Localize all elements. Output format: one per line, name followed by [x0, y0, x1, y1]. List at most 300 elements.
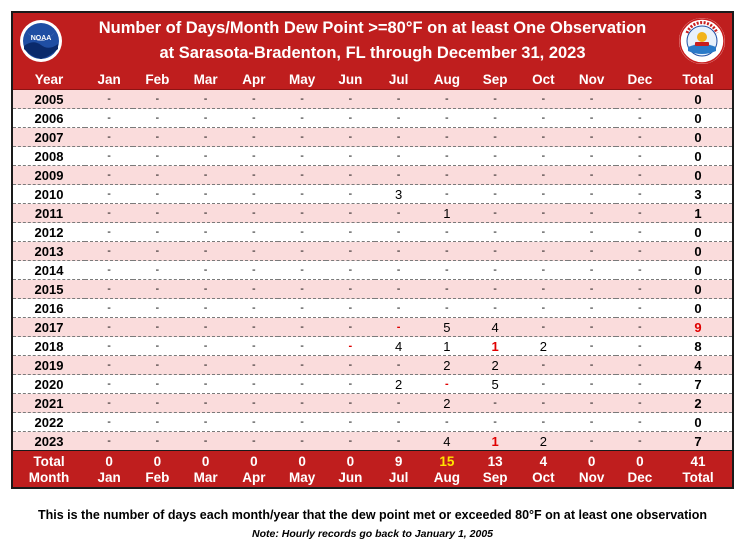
month-value-cell: - — [616, 356, 664, 375]
month-value-cell: - — [278, 337, 326, 356]
month-value-cell: - — [519, 185, 567, 204]
header-month: Apr — [230, 70, 278, 90]
month-value-cell: - — [519, 356, 567, 375]
month-value-cell: - — [471, 128, 519, 147]
month-value-cell: - — [85, 280, 133, 299]
title-line-2: at Sarasota-Bradenton, FL through December 31, 2023 — [159, 44, 586, 62]
table-row — [13, 223, 732, 242]
footer-label — [13, 451, 85, 490]
month-value-cell: - — [182, 90, 230, 109]
dewpoint-table-graphic — [11, 11, 734, 489]
table-row — [13, 166, 732, 185]
grand-total-value: 41 — [690, 454, 706, 469]
month-value-cell: - — [423, 185, 471, 204]
caption: This is the number of days each month/year that the dew point met or exceeded 80°F on at least one observation — [37, 508, 708, 522]
grand-total-cell — [664, 451, 732, 490]
month-value-cell: - — [471, 394, 519, 413]
month-value-cell: - — [85, 337, 133, 356]
table-row — [13, 261, 732, 280]
month-value-cell: - — [278, 147, 326, 166]
month-total-label: Mar — [193, 470, 218, 485]
month-value-cell: - — [326, 185, 374, 204]
month-value-cell: - — [133, 337, 181, 356]
month-value-cell: - — [182, 128, 230, 147]
header-month: Dec — [616, 70, 664, 90]
month-value-cell: - — [568, 280, 616, 299]
month-value-cell: - — [568, 375, 616, 394]
month-value-cell: - — [85, 204, 133, 223]
table-row — [13, 204, 732, 223]
nws-tampa-bay-logo-icon — [678, 17, 726, 65]
footer-label-bottom: Month — [28, 470, 70, 485]
month-value-cell: - — [133, 166, 181, 185]
month-total-value: 13 — [487, 454, 503, 469]
month-value-cell: - — [616, 223, 664, 242]
table-row — [13, 356, 732, 375]
month-value-cell: - — [568, 337, 616, 356]
month-value-cell: - — [568, 204, 616, 223]
month-total-value: 0 — [250, 454, 258, 469]
month-value-cell: - — [278, 90, 326, 109]
month-value-cell: - — [182, 204, 230, 223]
header-total: Total — [664, 70, 732, 90]
year-cell: 2007 — [13, 128, 85, 147]
month-value-cell: - — [230, 394, 278, 413]
month-value-cell: - — [278, 356, 326, 375]
year-total-cell: 0 — [664, 128, 732, 147]
month-value-cell: - — [375, 394, 423, 413]
month-value-cell: - — [326, 147, 374, 166]
month-value-cell: - — [230, 128, 278, 147]
month-total-value: 15 — [439, 454, 455, 469]
year-total-cell: 0 — [664, 109, 732, 128]
month-value-cell: - — [568, 299, 616, 318]
header-month: Feb — [133, 70, 181, 90]
month-value-cell: - — [616, 299, 664, 318]
month-value-cell: - — [519, 147, 567, 166]
table-row — [13, 185, 732, 204]
month-value-cell: - — [133, 185, 181, 204]
month-value-cell: 2 — [423, 356, 471, 375]
month-value-cell: - — [230, 280, 278, 299]
title-line-1: Number of Days/Month Dew Point >=80°F on at least One Observation — [98, 19, 647, 37]
month-value-cell: - — [133, 280, 181, 299]
year-total-cell: 0 — [664, 166, 732, 185]
month-value-cell: - — [278, 242, 326, 261]
month-value-cell: - — [616, 337, 664, 356]
footer-label-top: Total — [33, 454, 65, 469]
month-total-label: Jun — [338, 470, 363, 485]
year-total-cell: 3 — [664, 185, 732, 204]
month-total-value: 9 — [394, 454, 403, 469]
year-total-cell: 7 — [664, 432, 732, 451]
month-value-cell: - — [519, 299, 567, 318]
month-value-cell: - — [230, 204, 278, 223]
month-value-cell: - — [616, 432, 664, 451]
year-total-cell: 2 — [664, 394, 732, 413]
month-value-cell: - — [375, 261, 423, 280]
month-value-cell: - — [519, 261, 567, 280]
month-value-cell: - — [616, 261, 664, 280]
month-value-cell: - — [423, 147, 471, 166]
year-cell: 2006 — [13, 109, 85, 128]
month-value-cell: - — [326, 261, 374, 280]
month-total-label: Aug — [433, 470, 460, 485]
year-cell: 2010 — [13, 185, 85, 204]
month-value-cell: - — [182, 109, 230, 128]
month-value-cell: - — [616, 413, 664, 432]
month-value-cell: - — [375, 128, 423, 147]
table-row — [13, 432, 732, 451]
month-value-cell: - — [471, 242, 519, 261]
month-total-cell — [423, 451, 471, 490]
month-value-cell: - — [278, 128, 326, 147]
month-value-cell: - — [375, 242, 423, 261]
month-value-cell: 4 — [423, 432, 471, 451]
month-value-cell: - — [616, 375, 664, 394]
month-total-value: 0 — [587, 454, 596, 469]
month-value-cell: - — [375, 166, 423, 185]
month-value-cell: - — [519, 280, 567, 299]
month-value-cell: - — [85, 413, 133, 432]
month-value-cell: - — [519, 318, 567, 337]
month-total-cell — [616, 451, 664, 490]
month-value-cell: - — [423, 166, 471, 185]
month-value-cell: - — [616, 280, 664, 299]
year-total-cell: 0 — [664, 280, 732, 299]
month-value-cell: - — [568, 432, 616, 451]
month-value-cell: - — [471, 413, 519, 432]
month-value-cell: - — [423, 299, 471, 318]
month-value-cell: - — [326, 204, 374, 223]
month-value-cell: - — [616, 109, 664, 128]
noaa-logo-text: NOAA — [30, 35, 52, 42]
month-value-cell: - — [616, 318, 664, 337]
month-value-cell: - — [85, 299, 133, 318]
month-value-cell: - — [471, 185, 519, 204]
month-value-cell: - — [616, 242, 664, 261]
header-month: Aug — [423, 70, 471, 90]
month-value-cell: - — [375, 432, 423, 451]
month-value-cell: - — [85, 242, 133, 261]
month-total-label: Jan — [97, 470, 121, 485]
header-month: Mar — [182, 70, 230, 90]
month-value-cell: - — [519, 394, 567, 413]
year-cell: 2014 — [13, 261, 85, 280]
month-value-cell: - — [182, 147, 230, 166]
month-value-cell: - — [230, 432, 278, 451]
month-value-cell: - — [519, 242, 567, 261]
month-value-cell: - — [326, 394, 374, 413]
month-value-cell: - — [471, 90, 519, 109]
month-total-value: 0 — [105, 454, 113, 469]
month-value-cell: - — [85, 90, 133, 109]
month-value-cell: - — [182, 280, 230, 299]
year-total-cell: 4 — [664, 356, 732, 375]
year-cell: 2005 — [13, 90, 85, 109]
month-value-cell: - — [230, 223, 278, 242]
month-total-cell — [133, 451, 181, 490]
month-value-cell: - — [230, 299, 278, 318]
month-value-cell: - — [423, 413, 471, 432]
month-value-cell: - — [85, 147, 133, 166]
month-value-cell: 1 — [471, 337, 519, 356]
month-value-cell: - — [230, 90, 278, 109]
month-value-cell: - — [568, 166, 616, 185]
month-value-cell: - — [133, 394, 181, 413]
header-month: Jun — [326, 70, 374, 90]
header-month: Nov — [568, 70, 616, 90]
year-cell: 2009 — [13, 166, 85, 185]
month-value-cell: - — [423, 90, 471, 109]
month-value-cell: - — [375, 109, 423, 128]
month-total-cell — [375, 451, 423, 490]
month-value-cell: - — [519, 413, 567, 432]
year-cell: 2023 — [13, 432, 85, 451]
month-value-cell: - — [568, 223, 616, 242]
month-total-value: 0 — [153, 454, 162, 469]
month-value-cell: 1 — [423, 337, 471, 356]
month-value-cell: - — [278, 299, 326, 318]
month-value-cell: - — [326, 413, 374, 432]
month-value-cell: - — [230, 413, 278, 432]
month-value-cell: - — [326, 299, 374, 318]
month-total-label: Jul — [388, 470, 409, 485]
month-value-cell: - — [182, 223, 230, 242]
header-month: Jul — [375, 70, 423, 90]
month-value-cell: - — [230, 147, 278, 166]
month-value-cell: - — [326, 109, 374, 128]
month-value-cell: - — [519, 166, 567, 185]
month-value-cell: 2 — [375, 375, 423, 394]
month-total-label: Sep — [482, 470, 508, 485]
month-value-cell: - — [471, 109, 519, 128]
table-row — [13, 413, 732, 432]
month-value-cell: - — [182, 318, 230, 337]
month-value-cell: - — [423, 223, 471, 242]
month-value-cell: - — [278, 375, 326, 394]
month-value-cell: - — [616, 394, 664, 413]
header-month: Oct — [519, 70, 567, 90]
month-value-cell: - — [278, 261, 326, 280]
month-value-cell: - — [230, 166, 278, 185]
month-value-cell: 5 — [423, 318, 471, 337]
year-cell: 2012 — [13, 223, 85, 242]
month-value-cell: - — [519, 109, 567, 128]
year-cell: 2013 — [13, 242, 85, 261]
noaa-logo-icon — [19, 19, 63, 63]
month-value-cell: - — [182, 394, 230, 413]
month-value-cell: - — [568, 242, 616, 261]
month-total-label: Nov — [578, 470, 605, 485]
table-row — [13, 337, 732, 356]
month-value-cell: - — [616, 204, 664, 223]
month-value-cell: - — [278, 204, 326, 223]
table-row — [13, 280, 732, 299]
note: Note: Hourly records go back to January 1, 2005 — [252, 528, 493, 540]
year-cell: 2017 — [13, 318, 85, 337]
month-value-cell: - — [85, 128, 133, 147]
month-value-cell: - — [182, 261, 230, 280]
month-value-cell: - — [471, 299, 519, 318]
month-total-label: Feb — [145, 470, 170, 485]
year-total-cell: 1 — [664, 204, 732, 223]
month-value-cell: - — [423, 109, 471, 128]
month-value-cell: - — [85, 109, 133, 128]
month-total-cell — [471, 451, 519, 490]
title-bar — [13, 13, 732, 70]
month-value-cell: - — [375, 413, 423, 432]
month-value-cell: - — [326, 337, 374, 356]
month-value-cell: 5 — [471, 375, 519, 394]
month-value-cell: - — [471, 223, 519, 242]
month-total-cell — [230, 451, 278, 490]
month-value-cell: - — [133, 128, 181, 147]
month-value-cell: - — [423, 375, 471, 394]
month-value-cell: - — [375, 147, 423, 166]
month-value-cell: - — [616, 90, 664, 109]
month-value-cell: - — [230, 109, 278, 128]
month-value-cell: - — [182, 356, 230, 375]
year-total-cell: 9 — [664, 318, 732, 337]
year-total-cell: 0 — [664, 261, 732, 280]
month-value-cell: 4 — [471, 318, 519, 337]
month-value-cell: - — [568, 90, 616, 109]
month-value-cell: 2 — [471, 356, 519, 375]
month-value-cell: - — [326, 318, 374, 337]
month-value-cell: - — [375, 280, 423, 299]
month-value-cell: - — [326, 356, 374, 375]
month-value-cell: - — [326, 375, 374, 394]
month-value-cell: - — [182, 166, 230, 185]
month-total-value: 0 — [298, 454, 306, 469]
month-value-cell: - — [133, 432, 181, 451]
month-total-label: May — [288, 470, 316, 485]
month-value-cell: - — [278, 185, 326, 204]
year-total-cell: 0 — [664, 242, 732, 261]
month-value-cell: - — [278, 280, 326, 299]
month-total-cell — [519, 451, 567, 490]
month-value-cell: - — [519, 90, 567, 109]
month-total-label: Oct — [532, 470, 555, 485]
month-value-cell: 2 — [519, 337, 567, 356]
month-value-cell: - — [230, 375, 278, 394]
year-cell: 2022 — [13, 413, 85, 432]
month-total-label: Apr — [242, 470, 266, 485]
month-value-cell: - — [616, 128, 664, 147]
table-row — [13, 318, 732, 337]
month-value-cell: - — [85, 432, 133, 451]
header-month: May — [278, 70, 326, 90]
month-value-cell: - — [616, 147, 664, 166]
month-value-cell: - — [133, 204, 181, 223]
month-value-cell: - — [471, 280, 519, 299]
table-row — [13, 394, 732, 413]
month-total-value: 0 — [201, 454, 210, 469]
grand-total-label: Total — [682, 470, 714, 485]
month-total-cell — [278, 451, 326, 490]
table-row — [13, 299, 732, 318]
month-value-cell: - — [326, 223, 374, 242]
table-header-row — [13, 70, 732, 90]
month-value-cell: - — [375, 356, 423, 375]
month-value-cell: - — [375, 299, 423, 318]
month-value-cell: - — [568, 185, 616, 204]
month-value-cell: - — [85, 261, 133, 280]
year-cell: 2015 — [13, 280, 85, 299]
month-value-cell: - — [85, 185, 133, 204]
month-total-value: 0 — [346, 454, 355, 469]
month-value-cell: - — [182, 299, 230, 318]
month-value-cell: - — [278, 394, 326, 413]
year-cell: 2016 — [13, 299, 85, 318]
month-value-cell: - — [85, 318, 133, 337]
month-value-cell: - — [133, 147, 181, 166]
month-value-cell: - — [471, 261, 519, 280]
year-cell: 2020 — [13, 375, 85, 394]
month-total-cell — [326, 451, 374, 490]
month-value-cell: - — [182, 413, 230, 432]
month-value-cell: - — [326, 90, 374, 109]
month-value-cell: - — [375, 90, 423, 109]
month-value-cell: - — [85, 356, 133, 375]
header-year: Year — [13, 70, 85, 90]
month-value-cell: - — [278, 432, 326, 451]
month-value-cell: 3 — [375, 185, 423, 204]
month-value-cell: - — [471, 204, 519, 223]
month-value-cell: - — [182, 337, 230, 356]
month-total-cell — [85, 451, 133, 490]
month-value-cell: 1 — [423, 204, 471, 223]
month-value-cell: - — [471, 147, 519, 166]
month-value-cell: - — [519, 204, 567, 223]
month-value-cell: - — [85, 223, 133, 242]
header-month: Sep — [471, 70, 519, 90]
month-value-cell: - — [326, 280, 374, 299]
month-value-cell: - — [133, 90, 181, 109]
month-value-cell: - — [326, 242, 374, 261]
month-value-cell: - — [133, 223, 181, 242]
month-value-cell: - — [278, 413, 326, 432]
month-value-cell: - — [278, 109, 326, 128]
month-value-cell: 2 — [423, 394, 471, 413]
month-value-cell: - — [133, 109, 181, 128]
year-cell: 2018 — [13, 337, 85, 356]
month-value-cell: - — [230, 337, 278, 356]
month-total-value: 4 — [539, 454, 548, 469]
table-row — [13, 109, 732, 128]
month-value-cell: - — [568, 261, 616, 280]
month-total-label: Dec — [627, 470, 653, 485]
month-value-cell: - — [326, 166, 374, 185]
month-value-cell: - — [182, 242, 230, 261]
month-value-cell: 1 — [471, 432, 519, 451]
month-value-cell: - — [85, 375, 133, 394]
year-total-cell: 7 — [664, 375, 732, 394]
month-value-cell: - — [182, 432, 230, 451]
month-value-cell: - — [375, 204, 423, 223]
year-cell: 2008 — [13, 147, 85, 166]
month-value-cell: - — [568, 318, 616, 337]
month-total-cell — [568, 451, 616, 490]
month-value-cell: - — [423, 261, 471, 280]
table-row — [13, 128, 732, 147]
month-value-cell: - — [133, 261, 181, 280]
month-value-cell: - — [471, 166, 519, 185]
month-value-cell: - — [326, 128, 374, 147]
month-value-cell: - — [568, 109, 616, 128]
month-value-cell: - — [85, 166, 133, 185]
